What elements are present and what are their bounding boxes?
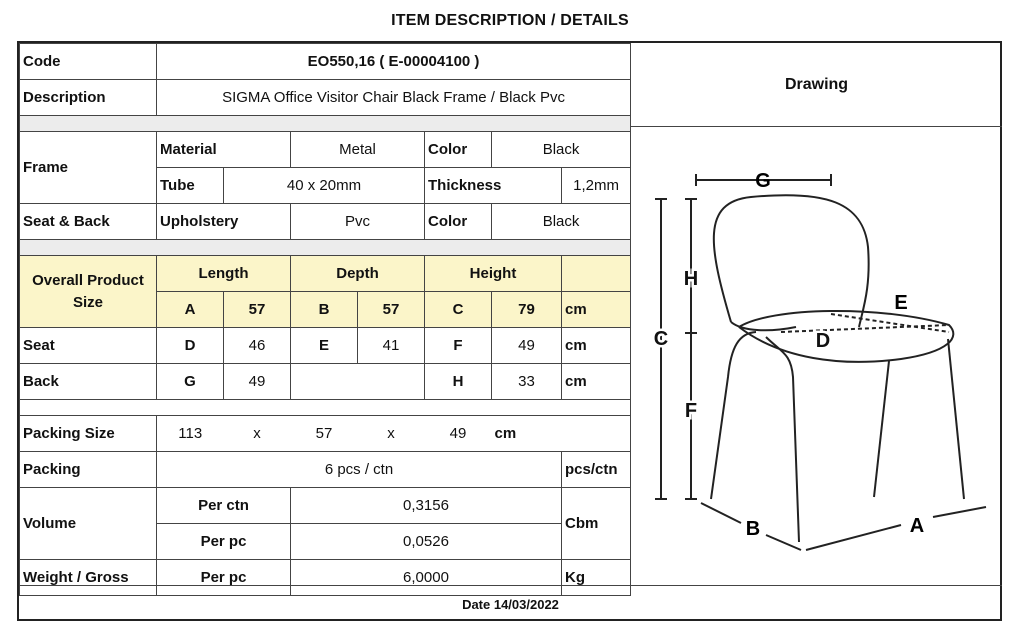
packing-value: 6 pcs / ctn (157, 452, 562, 488)
chair-backrest (714, 195, 869, 327)
per-pc-value: 0,0526 (291, 524, 562, 560)
packing-label: Packing (20, 452, 157, 488)
packing-size-row (20, 416, 631, 452)
packing-row (20, 452, 631, 488)
date-footer: Date 14/03/2022 (19, 585, 1002, 622)
packing-size-unit: cm (492, 416, 631, 452)
dim-line-b-1 (701, 503, 741, 523)
dim-b-value: 57 (358, 292, 425, 328)
packing-height: 49 (425, 416, 492, 452)
tube-value: 40 x 20mm (224, 168, 425, 204)
empty-cell (291, 364, 425, 400)
volume-ctn-row (20, 488, 631, 524)
drawing-label-g: G (755, 170, 771, 192)
upholstery-label: Upholstery (157, 204, 291, 240)
dim-line-e (831, 314, 949, 332)
chair-drawing (631, 127, 1001, 582)
dim-a-value: 57 (224, 292, 291, 328)
seat-back-row (20, 204, 631, 240)
dim-a-label: A (157, 292, 224, 328)
packing-x-2: x (358, 416, 425, 452)
back-unit: cm (562, 364, 631, 400)
material-label: Material (157, 132, 291, 168)
packing-width: 57 (291, 416, 358, 452)
chair-leg-back-right (948, 339, 964, 499)
frame-color-label: Color (425, 132, 492, 168)
depth-header: Depth (291, 256, 425, 292)
thickness-value: 1,2mm (562, 168, 631, 204)
chair-leg-front-right (766, 337, 799, 542)
code-row (20, 44, 631, 80)
frame-label: Frame (20, 132, 157, 204)
dim-f-value: 49 (492, 328, 562, 364)
seat-back-color-value: Black (492, 204, 631, 240)
dim-e-value: 41 (358, 328, 425, 364)
thickness-label: Thickness (425, 168, 562, 204)
dim-line-a-2 (933, 507, 986, 517)
per-ctn-value: 0,3156 (291, 488, 562, 524)
dim-d-label: D (157, 328, 224, 364)
dim-c-value: 79 (492, 292, 562, 328)
drawing-label-d: D (815, 330, 831, 352)
seat-unit: cm (562, 328, 631, 364)
packing-x-1: x (224, 416, 291, 452)
packing-size-label: Packing Size (20, 416, 157, 452)
chair-leg-back-left (874, 361, 889, 497)
dim-d-value: 46 (224, 328, 291, 364)
separator-row (20, 240, 631, 256)
code-label: Code (20, 44, 157, 80)
separator-row (20, 116, 631, 132)
weight-per-pc-label: Per pc (157, 560, 291, 596)
chair-leg-front-left (711, 332, 756, 499)
drawing-label-c: C (653, 328, 669, 350)
back-label: Back (20, 364, 157, 400)
dim-f-label: F (425, 328, 492, 364)
dim-e-label: E (291, 328, 358, 364)
separator-row (20, 400, 631, 416)
per-pc-label: Per pc (157, 524, 291, 560)
dim-line-b-2 (766, 535, 801, 550)
packing-length: 113 (157, 416, 224, 452)
drawing-label-f: F (684, 400, 698, 422)
weight-unit: Kg (562, 560, 631, 596)
back-row (20, 364, 631, 400)
height-header: Height (425, 256, 562, 292)
seat-back-label: Seat & Back (20, 204, 157, 240)
details-sheet (17, 41, 1002, 621)
volume-label: Volume (20, 488, 157, 560)
upholstery-value: Pvc (291, 204, 425, 240)
dim-h-value: 33 (492, 364, 562, 400)
dim-g-label: G (157, 364, 224, 400)
dim-line-a-1 (806, 525, 901, 550)
overall-unit: cm (562, 292, 631, 328)
dim-b-label: B (291, 292, 358, 328)
drawing-label-h: H (683, 268, 699, 290)
overall-size-label: Overall Product Size (20, 256, 157, 328)
weight-label: Weight / Gross (20, 560, 157, 596)
code-value: EO550,16 ( E-00004100 ) (157, 44, 631, 80)
drawing-heading: Drawing (630, 43, 1002, 127)
page-title: ITEM DESCRIPTION / DETAILS (391, 12, 629, 29)
drawing-area (630, 127, 1002, 582)
description-row (20, 80, 631, 116)
per-ctn-label: Per ctn (157, 488, 291, 524)
drawing-label-b: B (745, 518, 761, 540)
chair-seat (739, 311, 953, 362)
description-label: Description (20, 80, 157, 116)
packing-unit: pcs/ctn (562, 452, 631, 488)
description-value: SIGMA Office Visitor Chair Black Frame / Black Pvc (157, 80, 631, 116)
tube-label: Tube (157, 168, 224, 204)
overall-header-row (20, 256, 631, 292)
frame-color-value: Black (492, 132, 631, 168)
empty-cell (562, 256, 631, 292)
spec-table (19, 43, 631, 596)
dim-h-label: H (425, 364, 492, 400)
frame-material-row (20, 132, 631, 168)
length-header: Length (157, 256, 291, 292)
dim-c-label: C (425, 292, 492, 328)
drawing-label-e: E (894, 292, 908, 314)
dim-g-value: 49 (224, 364, 291, 400)
drawing-label-a: A (909, 515, 925, 537)
volume-unit: Cbm (562, 488, 631, 560)
weight-value: 6,0000 (291, 560, 562, 596)
seat-back-color-label: Color (425, 204, 492, 240)
seat-label: Seat (20, 328, 157, 364)
seat-row (20, 328, 631, 364)
material-value: Metal (291, 132, 425, 168)
